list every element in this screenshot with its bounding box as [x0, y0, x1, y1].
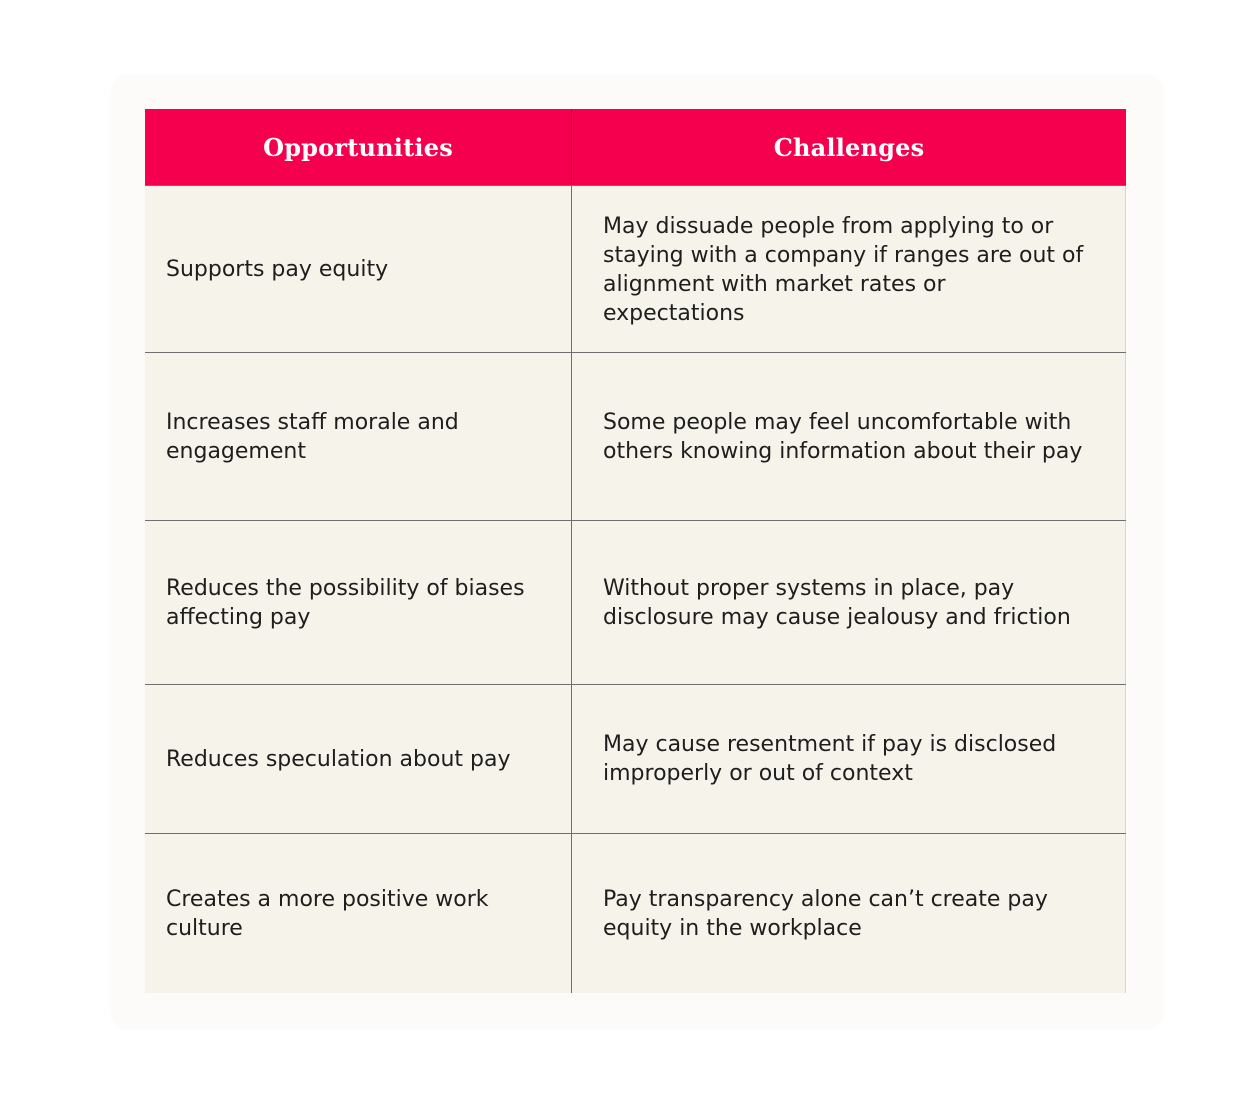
challenge-cell — [572, 521, 1126, 684]
challenge-text: Pay transparency alone can’t create pay equity in the workplace — [603, 886, 1048, 941]
table-row — [145, 352, 1126, 520]
opportunity-cell — [145, 353, 572, 520]
challenge-cell — [572, 353, 1126, 520]
header-challenges: Challenges — [773, 132, 925, 162]
opportunity-text: Reduces speculation about pay — [166, 746, 511, 772]
opportunity-text: Supports pay equity — [166, 257, 389, 282]
table-header-row — [145, 109, 1126, 185]
header-opportunities: Opportunities — [263, 132, 453, 162]
challenge-cell — [572, 186, 1126, 353]
opportunity-text: Creates a more positive work culture — [166, 886, 489, 941]
opportunity-cell — [145, 186, 572, 353]
challenge-cell — [572, 685, 1126, 833]
opportunity-cell — [145, 521, 572, 684]
challenge-cell — [572, 834, 1126, 993]
table-row — [145, 185, 1126, 353]
opportunity-text: Increases staff morale and engagement — [166, 409, 459, 464]
opportunity-text: Reduces the possibility of biases affecting pay — [166, 575, 525, 630]
challenge-text: May cause resentment if pay is disclosed improperly or out of context — [603, 732, 1057, 786]
challenge-text: Some people may feel uncomfortable with others knowing information about their pay — [603, 409, 1083, 464]
table-row — [145, 833, 1126, 993]
challenge-text: Without proper systems in place, pay disclosure may cause jealousy and friction — [603, 575, 1071, 630]
challenge-text: May dissuade people from applying to or staying with a company if ranges are out of alignment with market rates or expectations — [603, 213, 1084, 326]
table-row — [145, 520, 1126, 684]
header-cell-challenges — [572, 109, 1126, 185]
comparison-table — [145, 109, 1126, 993]
opportunity-cell — [145, 834, 572, 993]
table-row — [145, 684, 1126, 833]
header-cell-opportunities — [145, 109, 572, 185]
opportunity-cell — [145, 685, 572, 833]
